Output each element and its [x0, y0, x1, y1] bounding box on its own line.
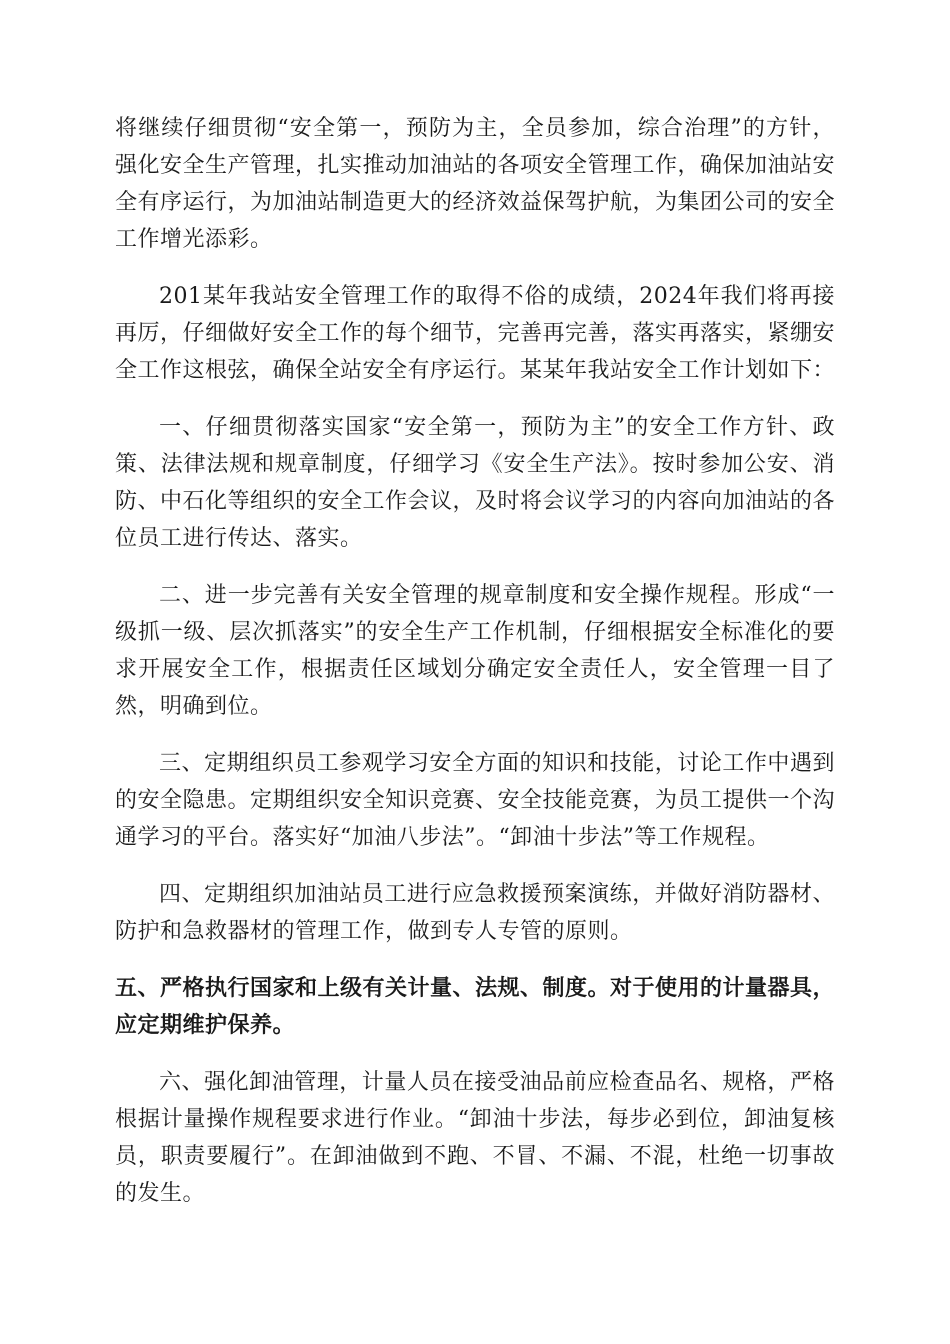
paragraph-item-4: 四、定期组织加油站员工进行应急救援预案演练，并做好消防器材、防护和急救器材的管理工作，做到专人专管的原则。	[115, 882, 835, 944]
paragraph-item-1: 一、仔细贯彻落实国家“安全第一，预防为主”的安全工作方针、政策、法律法规和规章制度，仔细学习《安全生产法》。按时参加公安、消防、中石化等组织的安全工作会议，及时将会议学习的内容向加油站的各位员工进行传达、落实。	[115, 415, 836, 551]
paragraph-intro-continuation: 将继续仔细贯彻“安全第一，预防为主，全员参加，综合治理”的方针，强化安全生产管理，扎实推动加油站的各项安全管理工作，确保加油站安全有序运行，为加油站制造更大的经济效益保驾护航，为集团公司的安全工作增光添彩。	[115, 116, 836, 252]
paragraph-plan-overview: 201某年我站安全管理工作的取得不俗的成绩，2024年我们将再接再厉，仔细做好安全工作的每个细节，完善再完善，落实再落实，紧绷安全工作这根弦，确保全站安全有序运行。某某年我站安全工作计划如下：	[115, 284, 836, 383]
paragraph-item-2: 二、进一步完善有关安全管理的规章制度和安全操作规程。形成“一级抓一级、层次抓落实”的安全生产工作机制，仔细根据安全标准化的要求开展安全工作，根据责任区域划分确定安全责任人，安全管理一目了然，明确到位。	[115, 583, 835, 719]
paragraph-item-6: 六、强化卸油管理，计量人员在接受油品前应检查品名、规格，严格根据计量操作规程要求进行作业。“卸油十步法，每步必到位，卸油复核员，职责要履行”。在卸油做到不跑、不冒、不漏、不混，杜绝一切事故的发生。	[115, 1070, 835, 1206]
paragraph-item-5: 五、严格执行国家和上级有关计量、法规、制度。对于使用的计量器具，应定期维护保养。	[115, 976, 836, 1038]
paragraph-item-3: 三、定期组织员工参观学习安全方面的知识和技能，讨论工作中遇到的安全隐患。定期组织安全知识竞赛、安全技能竞赛，为员工提供一个沟通学习的平台。落实好“加油八步法”。“卸油十步法”等工作规程。	[115, 751, 836, 850]
document-page	[115, 110, 835, 1232]
